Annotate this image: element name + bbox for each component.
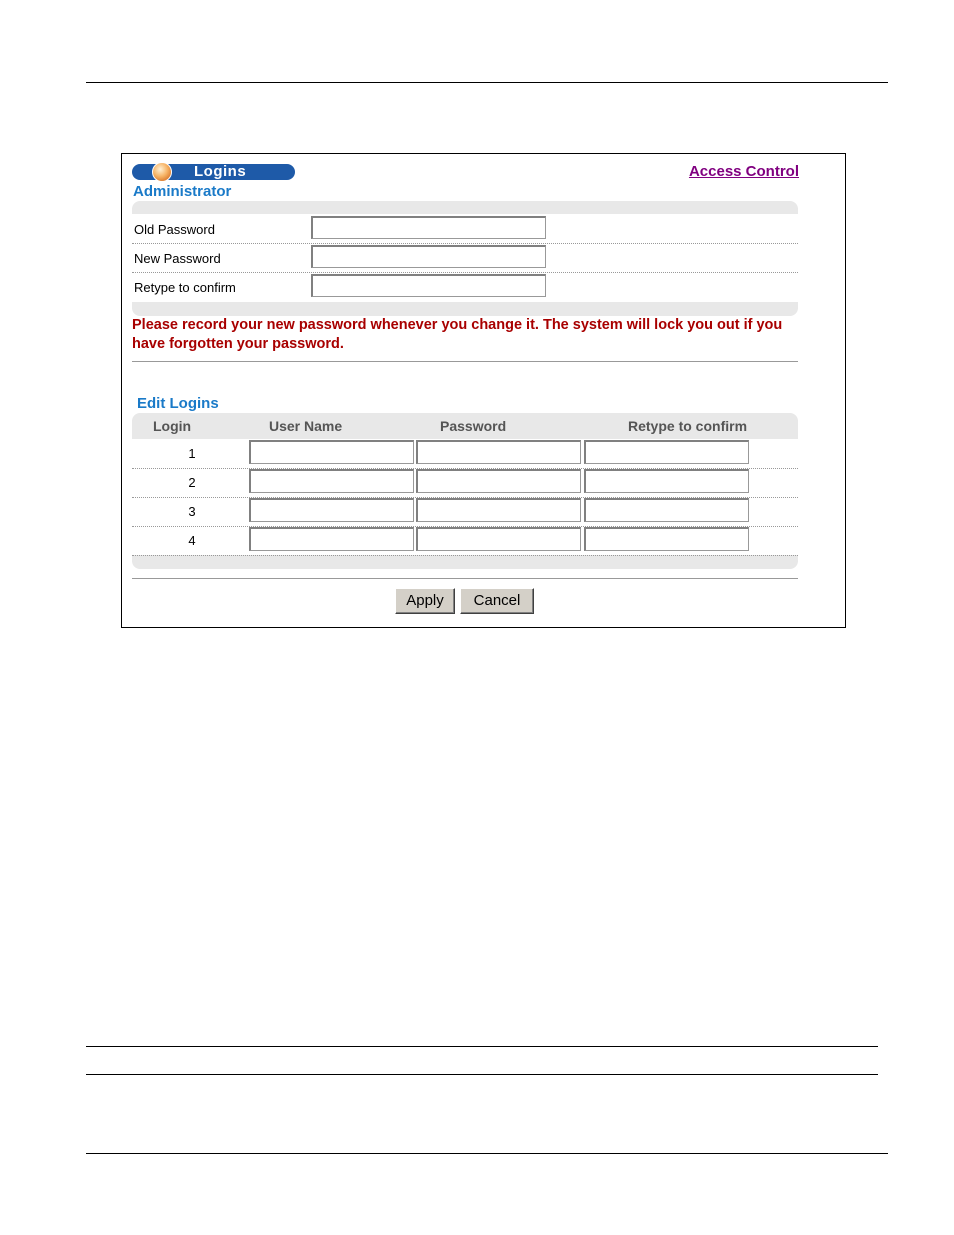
password-input[interactable] [416,498,581,522]
login-number: 1 [188,446,196,461]
retype-input[interactable] [584,440,749,464]
password-input[interactable] [416,469,581,493]
footer-rule [86,1074,878,1075]
retype-password-label: Retype to confirm [134,280,236,295]
screen-title-pill [132,164,295,180]
column-header-password: Password [440,418,507,434]
screen-title: Logins [194,163,247,180]
cancel-button[interactable]: Cancel [460,588,534,614]
login-number: 2 [188,475,196,490]
retype-password-row [132,272,798,301]
retype-input[interactable] [584,498,749,522]
divider [132,361,798,362]
login-number: 4 [188,533,196,548]
old-password-field[interactable] [311,216,546,239]
column-header-user-name: User Name [269,418,343,434]
apply-button[interactable]: Apply [395,588,455,614]
table-row [132,497,798,527]
page-bottom-rule [86,1153,888,1154]
edit-logins-table [132,413,798,569]
retype-password-field[interactable] [311,274,546,297]
orb-icon [152,162,172,182]
new-password-field[interactable] [311,245,546,268]
column-header-retype: Retype to confirm [628,418,748,434]
administrator-panel [132,201,798,316]
edit-logins-section-title: Edit Logins [137,395,219,412]
retype-input[interactable] [584,527,749,551]
password-input[interactable] [416,527,581,551]
user-name-input[interactable] [249,469,414,493]
login-number: 3 [188,504,196,519]
column-header-login: Login [153,418,192,434]
divider [132,578,798,579]
logins-screen [121,153,846,628]
table-row [132,526,798,556]
administrator-section-title: Administrator [133,183,232,200]
new-password-row [132,243,798,273]
new-password-label: New Password [134,251,221,266]
table-row [132,439,798,469]
password-warning: Please record your new password whenever you change it. The system will lock you out if you have forgotten your password. [132,317,783,352]
old-password-label: Old Password [134,222,215,237]
user-name-input[interactable] [249,498,414,522]
table-row [132,468,798,498]
footer-rule [86,1046,878,1047]
access-control-link[interactable]: Access Control [688,163,799,180]
old-password-row [132,214,798,244]
page-top-rule [86,82,888,83]
user-name-input[interactable] [249,440,414,464]
retype-input[interactable] [584,469,749,493]
user-name-input[interactable] [249,527,414,551]
password-input[interactable] [416,440,581,464]
